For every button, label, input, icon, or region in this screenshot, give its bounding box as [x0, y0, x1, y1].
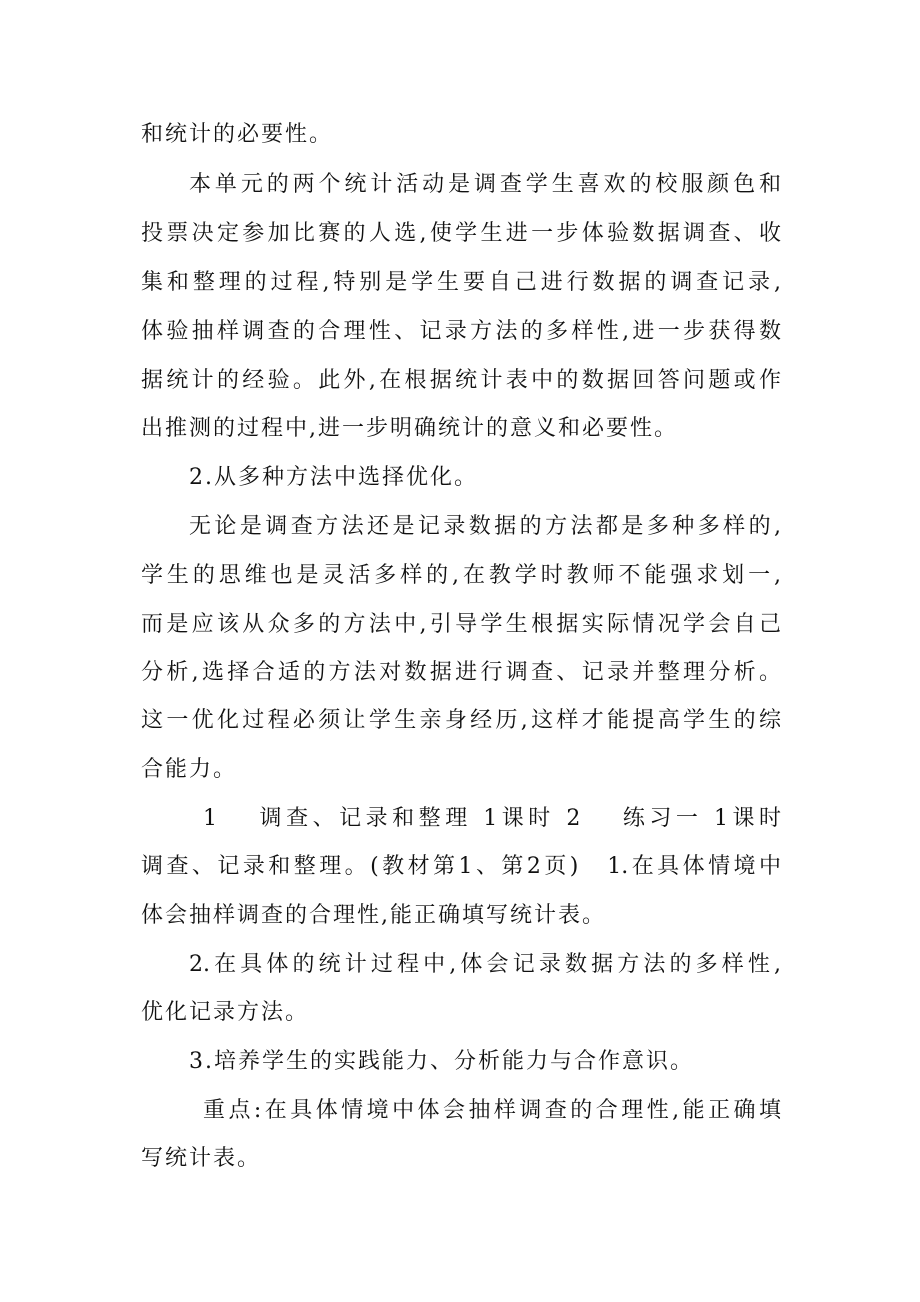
paragraph-line: 集和整理的过程,特别是学生要自己进行数据的调查记录,: [141, 270, 781, 295]
paragraph-line: 体验抽样调查的合理性、记录方法的多样性,进一步获得数: [141, 319, 781, 344]
key-point-line: 重点:在具体情境中体会抽样调查的合理性,能正确填: [203, 1098, 781, 1123]
paragraph-line: 无论是调查方法还是记录数据的方法都是多种多样的,: [189, 514, 781, 539]
paragraph-line: 体会抽样调查的合理性,能正确填写统计表。: [141, 903, 606, 928]
paragraph-line: 和统计的必要性。: [141, 122, 334, 147]
paragraph-line: 投票决定参加比赛的人选,使学生进一步体验数据调查、收: [141, 221, 781, 246]
paragraph-line: 出推测的过程中,进一步明确统计的意义和必要性。: [141, 416, 678, 441]
paragraph-line: 写统计表。: [141, 1146, 262, 1171]
paragraph-line: 这一优化过程必须让学生亲身经历,这样才能提高学生的综: [141, 708, 781, 733]
paragraph-line: 优化记录方法。: [141, 1000, 310, 1025]
paragraph-line: 调查、记录和整理。(教材第1、第2页) 1.在具体情境中: [141, 854, 781, 879]
paragraph-line: 分析,选择合适的方法对数据进行调查、记录并整理分析。: [141, 660, 781, 685]
section-heading: 2.从多种方法中选择优化。: [189, 465, 478, 490]
paragraph-line: 合能力。: [141, 757, 238, 782]
paragraph-line: 2.在具体的统计过程中,体会记录数据方法的多样性,: [189, 952, 781, 977]
paragraph-line: 本单元的两个统计活动是调查学生喜欢的校服颜色和: [189, 172, 781, 197]
paragraph-line: 3.培养学生的实践能力、分析能力与合作意识。: [189, 1049, 694, 1074]
paragraph-line: 学生的思维也是灵活多样的,在教学时教师不能强求划一,: [141, 563, 781, 588]
paragraph-line: 而是应该从众多的方法中,引导学生根据实际情况学会自己: [141, 612, 781, 637]
paragraph-line: 据统计的经验。此外,在根据统计表中的数据回答问题或作: [141, 368, 781, 393]
lesson-schedule-line: 1 调查、记录和整理 1课时 2 练习一 1课时: [203, 806, 781, 831]
